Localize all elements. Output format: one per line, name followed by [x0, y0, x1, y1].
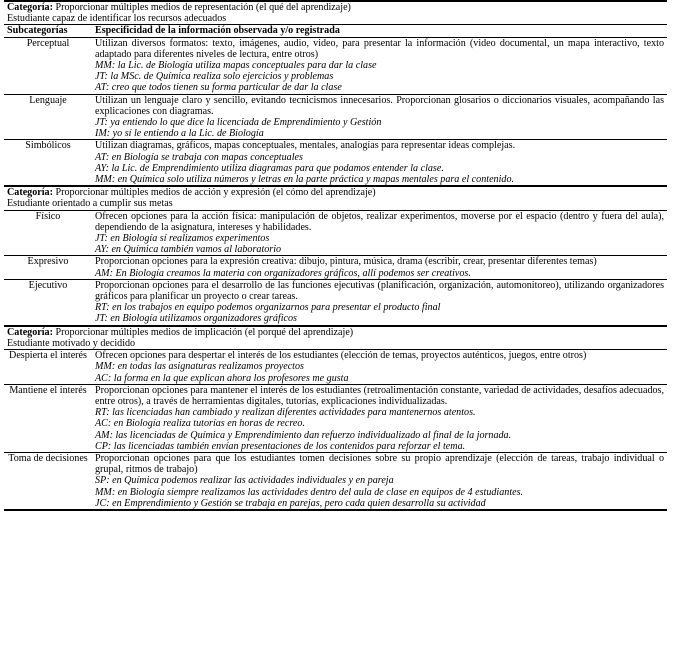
- description-text: Utilizan un lenguaje claro y sencillo, evitando tecnicismos innecesarios. Proporcionan glosarios o diccionarios visuales, acompañando las explicaciones con diagramas.: [95, 94, 664, 117]
- subcategory-description: [92, 256, 667, 279]
- student-quote: AC: en Biología realiza tutorías en horas de recreo.: [95, 418, 305, 430]
- category-name: Proporcionar múltiples medios de implicación (el porqué del aprendizaje): [55, 326, 354, 338]
- header-subcategories: Subcategorías: [4, 25, 92, 37]
- subcategory-name: Físico: [4, 210, 92, 256]
- student-quote: AT: en Biología se trabaja con mapas conceptuales: [95, 151, 303, 163]
- student-quote: JT: en Biología sí realizamos experimentos: [95, 233, 270, 245]
- subcategory-row: [4, 210, 667, 256]
- description-text: Ofrecen opciones para despertar el interés de los estudiantes (elección de temas, proyectos auténticos, juegos, entre otros): [95, 350, 587, 362]
- subcategory-name: Lenguaje: [4, 94, 92, 140]
- column-header-row: [4, 25, 667, 37]
- category-title: [4, 326, 667, 338]
- subcategory-name: Despierta el interés: [4, 350, 92, 385]
- subcategory-name: Simbólicos: [4, 140, 92, 186]
- subcategory-description: [92, 350, 667, 385]
- subcategory-description: [92, 452, 667, 510]
- student-quote: JC: en Emprendimiento y Gestión se trabaja en parejas, pero cada quien desarrolla su actividad: [95, 497, 486, 509]
- subcategory-row: [4, 350, 667, 385]
- student-quote: CP: las licenciadas también envían presentaciones de los contenidos para reforzar el tema.: [95, 440, 466, 452]
- student-quote: JT: en Biología utilizamos organizadores gráficos: [95, 313, 297, 325]
- student-quote: AT: creo que todos tienen su forma particular de dar la clase: [95, 82, 342, 94]
- description-text: Ofrecen opciones para la acción física: manipulación de objetos, realizar experimentos, moverse por el espacio (dentro y fuera del aula), dependiendo de la asignatura, intereses y habilidades.: [95, 210, 664, 233]
- subcategory-name: Toma de decisiones: [4, 452, 92, 510]
- subcategory-row: [4, 452, 667, 510]
- student-quote: MM: en Biología siempre realizamos las actividades dentro del aula de clase en equipos de 4 estudiantes.: [95, 486, 524, 498]
- category-row: [4, 186, 667, 198]
- category-label: Categoría:: [7, 2, 53, 13]
- subcategory-description: [92, 384, 667, 452]
- category-goal: Estudiante orientado a cumplir sus metas: [7, 198, 173, 210]
- category-title: [4, 186, 667, 198]
- subcategory-name: Perceptual: [4, 37, 92, 94]
- subcategory-row: [4, 279, 667, 325]
- subcategory-row: [4, 384, 667, 452]
- student-quote: MM: en Química solo utiliza números y letras en la parte práctica y mapas mentales para el contenido.: [95, 174, 515, 186]
- category-label: Categoría:: [7, 326, 53, 338]
- student-quote: MM: en todas las asignaturas realizamos proyectos: [95, 361, 304, 373]
- subcategory-row: [4, 140, 667, 186]
- subcategory-row: [4, 256, 667, 279]
- student-quote: JT: la MSc. de Química realiza solo ejercicios y problemas: [95, 71, 334, 83]
- category-row: [4, 1, 667, 13]
- student-quote: RT: en los trabajos en equipo podemos organizarnos para presentar el producto final: [95, 302, 441, 314]
- subcategory-row: [4, 37, 667, 94]
- student-quote: SP: en Química podemos realizar las actividades individuales y en pareja: [95, 475, 394, 487]
- student-quote: MM: la Lic. de Biología utiliza mapas conceptuales para dar la clase: [95, 60, 377, 72]
- description-text: Proporcionan opciones para mantener el interés de los estudiantes (retroalimentación constante, variedad de actividades, desafíos adecuados, entre otros), a través de herramientas digitales, tutorías, explicaciones individualizadas.: [95, 384, 664, 407]
- subcategory-description: [92, 140, 667, 186]
- category-goal: Estudiante capaz de identificar los recursos adecuados: [7, 13, 227, 25]
- student-quote: AY: la Lic. de Emprendimiento utiliza diagramas para que podamos entender la clase.: [95, 162, 444, 174]
- category-row: [4, 326, 667, 338]
- student-quote: AY: en Química también vamos al laboratorio: [95, 244, 282, 256]
- category-label: Categoría:: [7, 187, 53, 199]
- subcategory-description: [92, 210, 667, 256]
- subcategory-name: Mantiene el interés: [4, 384, 92, 452]
- description-text: Utilizan diversos formatos: texto, imágenes, audio, video, para presentar la información (video documental, un mapa interactivo, texto adaptado para diferentes niveles de lectura, entre otros): [95, 37, 664, 60]
- student-quote: IM: yo sí le entiendo a la Lic. de Biología: [95, 128, 264, 140]
- header-specificity: Especificidad de la información observada y/o registrada: [92, 25, 667, 37]
- description-text: Proporcionan opciones para el desarrollo de las funciones ejecutivas (planificación, organización, automonitoreo), utilizando organizadores gráficos para planificar un proyecto o crear tareas.: [95, 279, 664, 303]
- description-text: Proporcionan opciones para la expresión creativa: dibujo, pintura, música, drama (escribir, crear, presentar diferentes temas): [95, 256, 597, 268]
- student-quote: AC: la forma en la que explican ahora los profesores me gusta: [95, 372, 349, 384]
- description-text: Utilizan diagramas, gráficos, mapas conceptuales, mentales, analogías para representar ideas complejas.: [95, 140, 516, 152]
- subcategory-name: Ejecutivo: [4, 279, 92, 325]
- student-quote: AM: En Biología creamos la materia con organizadores gráficos, allí podemos ser creativos.: [95, 267, 471, 279]
- category-name: Proporcionar múltiples medios de representación (el qué del aprendizaje): [55, 2, 351, 13]
- subcategory-description: [92, 94, 667, 140]
- category-goal-row: [4, 338, 667, 350]
- category-goal: Estudiante motivado y decidido: [7, 337, 136, 349]
- student-quote: RT: las licenciadas han cambiado y realizan diferentes actividades para mantenernos atentos.: [95, 407, 476, 419]
- category-goal-row: [4, 13, 667, 25]
- subcategory-description: [92, 279, 667, 325]
- category-title: [4, 1, 667, 13]
- subcategory-row: [4, 94, 667, 140]
- student-quote: JT: ya entiendo lo que dice la licenciada de Emprendimiento y Gestión: [95, 117, 382, 129]
- category-name: Proporcionar múltiples medios de acción y expresión (el cómo del aprendizaje): [55, 187, 376, 199]
- subcategory-name: Expresivo: [4, 256, 92, 279]
- category-goal-row: [4, 198, 667, 210]
- subcategory-description: [92, 37, 667, 94]
- udl-categories-table: [4, 0, 667, 511]
- student-quote: AM: las licenciadas de Química y Emprendimiento dan refuerzo individualizado al final de la jornada.: [95, 429, 512, 441]
- description-text: Proporcionan opciones para que los estudiantes tomen decisiones sobre su propio aprendizaje (elección de tareas, trabajo individual o grupal, ritmos de trabajo): [95, 452, 664, 476]
